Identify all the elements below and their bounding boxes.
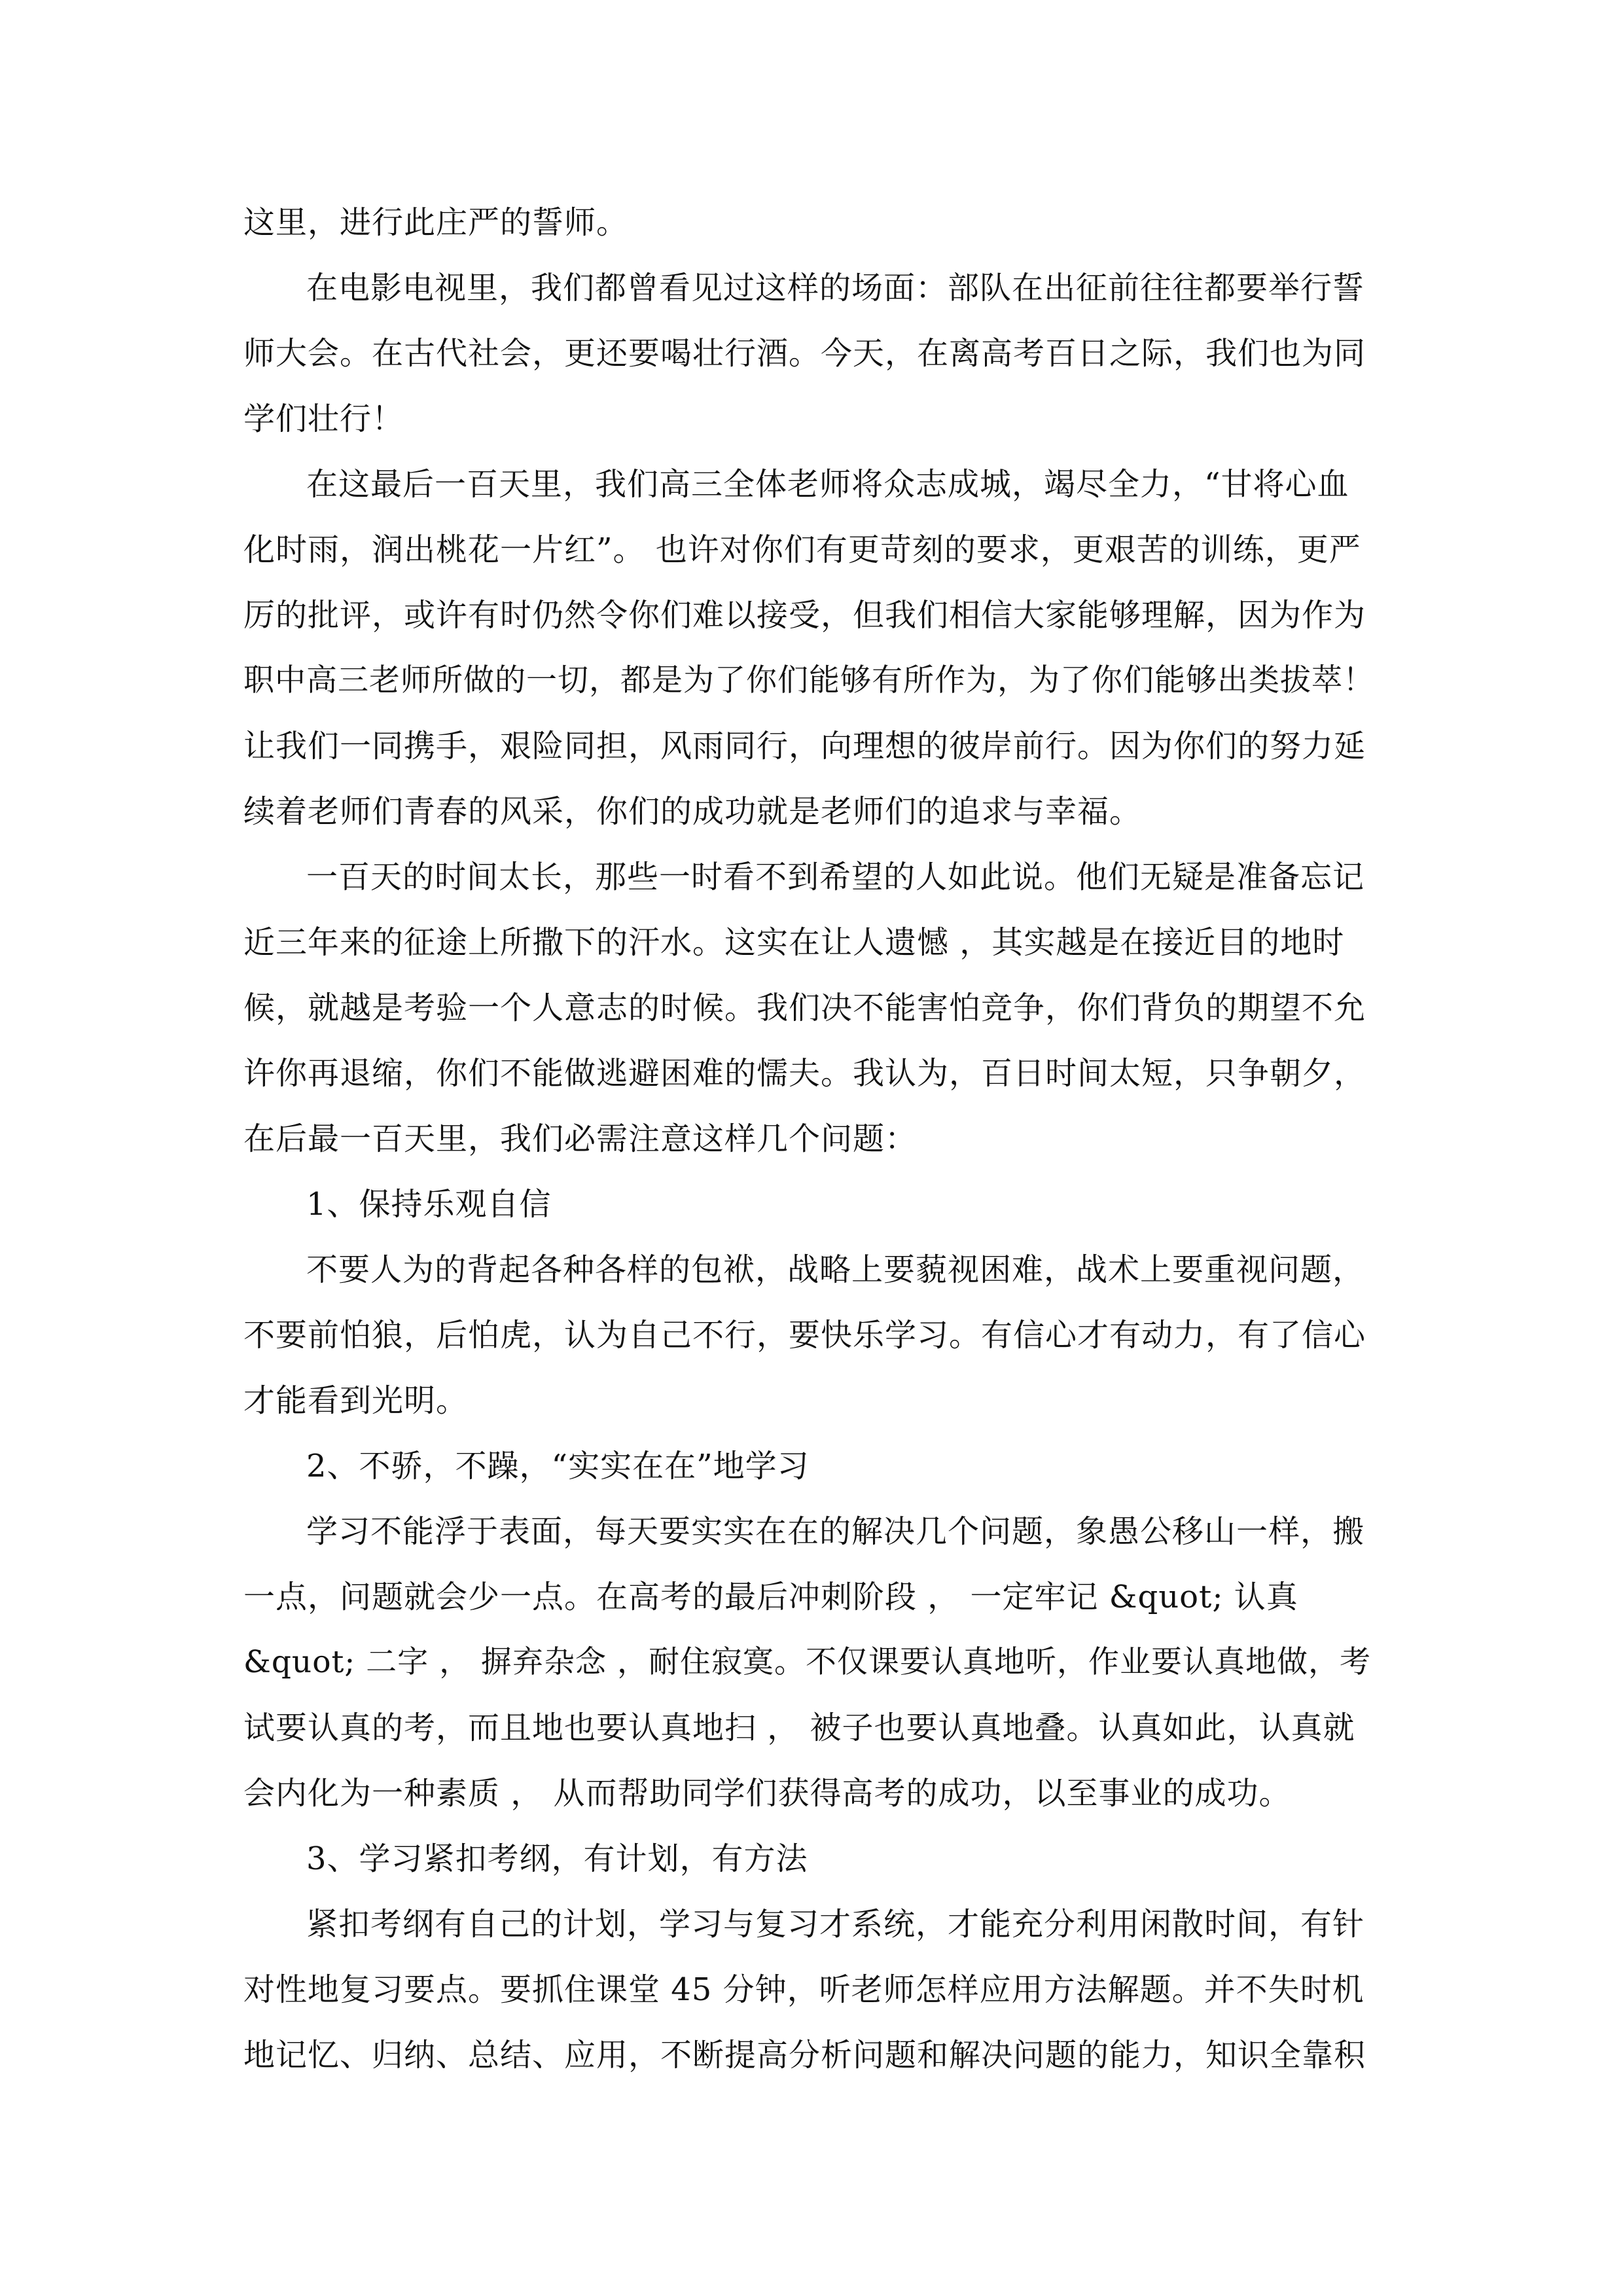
- text-line: 让我们一同携手，艰险同担，风雨同行，向理想的彼岸前行。因为你们的努力延: [243, 728, 1366, 764]
- text-line: 对性地复习要点。要抓住课堂 45 分钟，听老师怎样应用方法解题。并不失时机: [243, 1971, 1364, 2008]
- text-line: 不要前怕狼，后怕虎，认为自己不行，要快乐学习。有信心才有动力，有了信心: [243, 1317, 1366, 1354]
- text-line: 2、不骄，不躁，“实实在在”地学习: [306, 1448, 810, 1484]
- text-line: 许你再退缩，你们不能做逃避困难的懦夫。我认为，百日时间太短，只争朝夕，: [243, 1055, 1366, 1092]
- text-line: 在后最一百天里，我们必需注意这样几个问题：: [243, 1121, 918, 1157]
- text-line: 职中高三老师所做的一切，都是为了你们能够有所作为，为了你们能够出类拔萃！: [243, 662, 1374, 698]
- text-line: 化时雨，润出桃花一片红”。 也许对你们有更苛刻的要求，更艰苦的训练，更严: [243, 531, 1361, 568]
- text-line: 一点，问题就会少一点。在高考的最后冲刺阶段 ， 一定牢记 &quot; 认真: [243, 1579, 1298, 1615]
- text-line: 在电影电视里，我们都曾看见过这样的场面：部队在出征前往往都要举行誓: [306, 270, 1365, 306]
- text-line: 试要认真的考，而且地也要认真地扫 ， 被子也要认真地叠。认真如此，认真就: [243, 1710, 1355, 1746]
- text-line: 才能看到光明。: [243, 1382, 469, 1419]
- text-line: 学习不能浮于表面，每天要实实在在的解决几个问题，象愚公移山一样，搬: [306, 1513, 1365, 1550]
- text-line: 地记忆、归纳、总结、应用，不断提高分析问题和解决问题的能力，知识全靠积: [243, 2037, 1366, 2073]
- text-line: 1、保持乐观自信: [306, 1186, 552, 1223]
- text-line: 3、学习紧扣考纲，有计划，有方法: [306, 1840, 808, 1877]
- text-line: 不要人为的背起各种各样的包袱，战略上要藐视困难，战术上要重视问题，: [306, 1251, 1365, 1288]
- text-line: &quot; 二字 ， 摒弃杂念 ，耐住寂寞。不仅课要认真地听，作业要认真地做，考: [243, 1644, 1371, 1680]
- text-line: 学们壮行！: [243, 401, 404, 437]
- text-line: 候，就越是考验一个人意志的时候。我们决不能害怕竞争，你们背负的期望不允: [243, 990, 1366, 1026]
- text-line: 续着老师们青春的风采，你们的成功就是老师们的追求与幸福。: [243, 793, 1142, 830]
- text-line: 在这最后一百天里，我们高三全体老师将众志成城，竭尽全力，“甘将心血: [306, 466, 1349, 503]
- text-line: 一百天的时间太长，那些一时看不到希望的人如此说。他们无疑是准备忘记: [306, 859, 1365, 895]
- text-line: 厉的批评，或许有时仍然令你们难以接受，但我们相信大家能够理解，因为作为: [243, 597, 1366, 634]
- text-line: 师大会。在古代社会，更还要喝壮行酒。今天，在离高考百日之际，我们也为同: [243, 335, 1366, 372]
- text-line: 会内化为一种素质 ， 从而帮助同学们获得高考的成功，以至事业的成功。: [243, 1775, 1291, 1812]
- text-line: 紧扣考纲有自己的计划，学习与复习才系统，才能充分利用闲散时间，有针: [306, 1906, 1365, 1943]
- text-line: 近三年来的征途上所撒下的汗水。这实在让人遗憾 ，其实越是在接近目的地时: [243, 924, 1345, 961]
- text-line: 这里，进行此庄严的誓师。: [243, 204, 629, 241]
